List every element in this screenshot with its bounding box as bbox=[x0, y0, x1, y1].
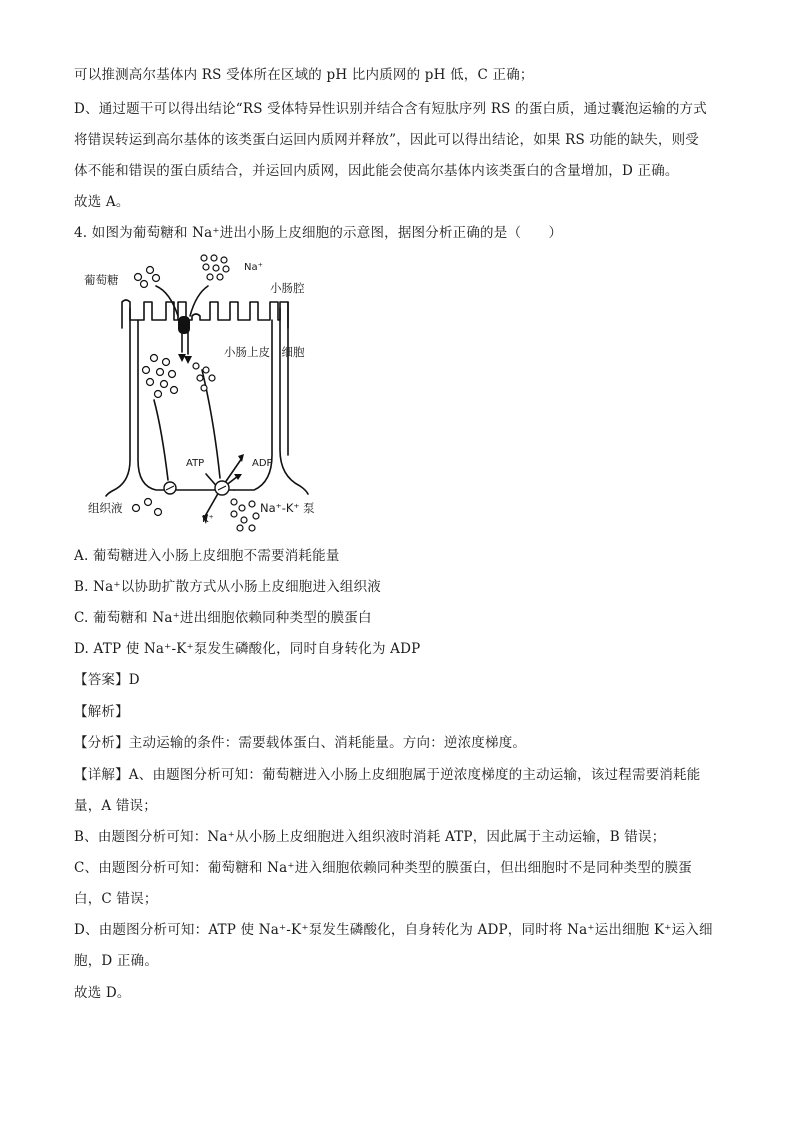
label-na-k-pump: Na⁺-K⁺ 泵 bbox=[260, 501, 315, 515]
prev-answer-conclusion: 故选 A。 bbox=[74, 194, 130, 210]
analysis-fenxi: 【分析】主动运输的条件：需要载体蛋白、消耗能量。方向：逆浓度梯度。 bbox=[74, 735, 527, 751]
label-lumen: 小肠腔 bbox=[270, 281, 305, 295]
detail-line-5: 白，C 错误； bbox=[74, 891, 158, 907]
label-epithelial-cell: 小肠上皮 细胞 bbox=[224, 345, 305, 359]
label-glucose: 葡萄糖 bbox=[84, 273, 119, 287]
detail-line-2: 量，A 错误； bbox=[74, 798, 157, 814]
transport-diagram bbox=[74, 250, 334, 535]
label-adp: ADP bbox=[252, 458, 273, 469]
detail-line-3: B、由题图分析可知：Na⁺从小肠上皮细胞进入组织液时消耗 ATP，因此属于主动运输，B 错误； bbox=[74, 829, 666, 845]
prev-answer-line-3: 将错误转运到高尔基体的该类蛋白运回内质网并释放”，因此可以得出结论，如果 RS 功能的缺失，则受 bbox=[74, 132, 699, 148]
prev-answer-line-2: D、通过题干可以得出结论“RS 受体特异性识别并结合含有短肽序列 RS 的蛋白质，通过囊泡运输的方式 bbox=[74, 101, 707, 117]
label-k: K⁺ bbox=[202, 514, 214, 525]
option-a: A. 葡萄糖进入小肠上皮细胞不需要消耗能量 bbox=[74, 548, 340, 564]
option-b: B. Na⁺以协助扩散方式从小肠上皮细胞进入组织液 bbox=[74, 579, 381, 595]
detail-line-6: D、由题图分析可知：ATP 使 Na⁺-K⁺泵发生磷酸化，自身转化为 ADP，同时将 Na⁺运出细胞 K⁺运入细 bbox=[74, 922, 713, 938]
label-tissue-fluid: 组织液 bbox=[88, 501, 123, 515]
option-d: D. ATP 使 Na⁺-K⁺泵发生磷酸化，同时自身转化为 ADP bbox=[74, 641, 421, 657]
option-c: C. 葡萄糖和 Na⁺进出细胞依赖同种类型的膜蛋白 bbox=[74, 610, 372, 626]
prev-answer-line-1: 可以推测高尔基体内 RS 受体所在区域的 pH 比内质网的 pH 低，C 正确； bbox=[74, 67, 534, 83]
label-atp: ATP bbox=[186, 458, 205, 469]
question-stem: 4. 如图为葡萄糖和 Na⁺进出小肠上皮细胞的示意图，据图分析正确的是（ ） bbox=[74, 225, 563, 241]
label-na-lumen: Na⁺ bbox=[244, 262, 263, 273]
prev-answer-line-4: 体不能和错误的蛋白质结合，并运回内质网，因此能会使高尔基体内该类蛋白的含量增加，D 正确。 bbox=[74, 163, 679, 179]
answer-line: 【答案】D bbox=[74, 672, 140, 688]
detail-line-1: 【详解】A、由题图分析可知：葡萄糖进入小肠上皮细胞属于逆浓度梯度的主动运输，该过程需要消耗能 bbox=[74, 767, 701, 783]
detail-line-7: 胞，D 正确。 bbox=[74, 953, 159, 969]
detail-line-4: C、由题图分析可知：葡萄糖和 Na⁺进入细胞依赖同种类型的膜蛋白，但出细胞时不是同种类型的膜蛋 bbox=[74, 860, 693, 876]
analysis-title: 【解析】 bbox=[74, 704, 129, 720]
answer-conclusion: 故选 D。 bbox=[74, 985, 131, 1001]
cotransporter-protein bbox=[178, 316, 190, 334]
